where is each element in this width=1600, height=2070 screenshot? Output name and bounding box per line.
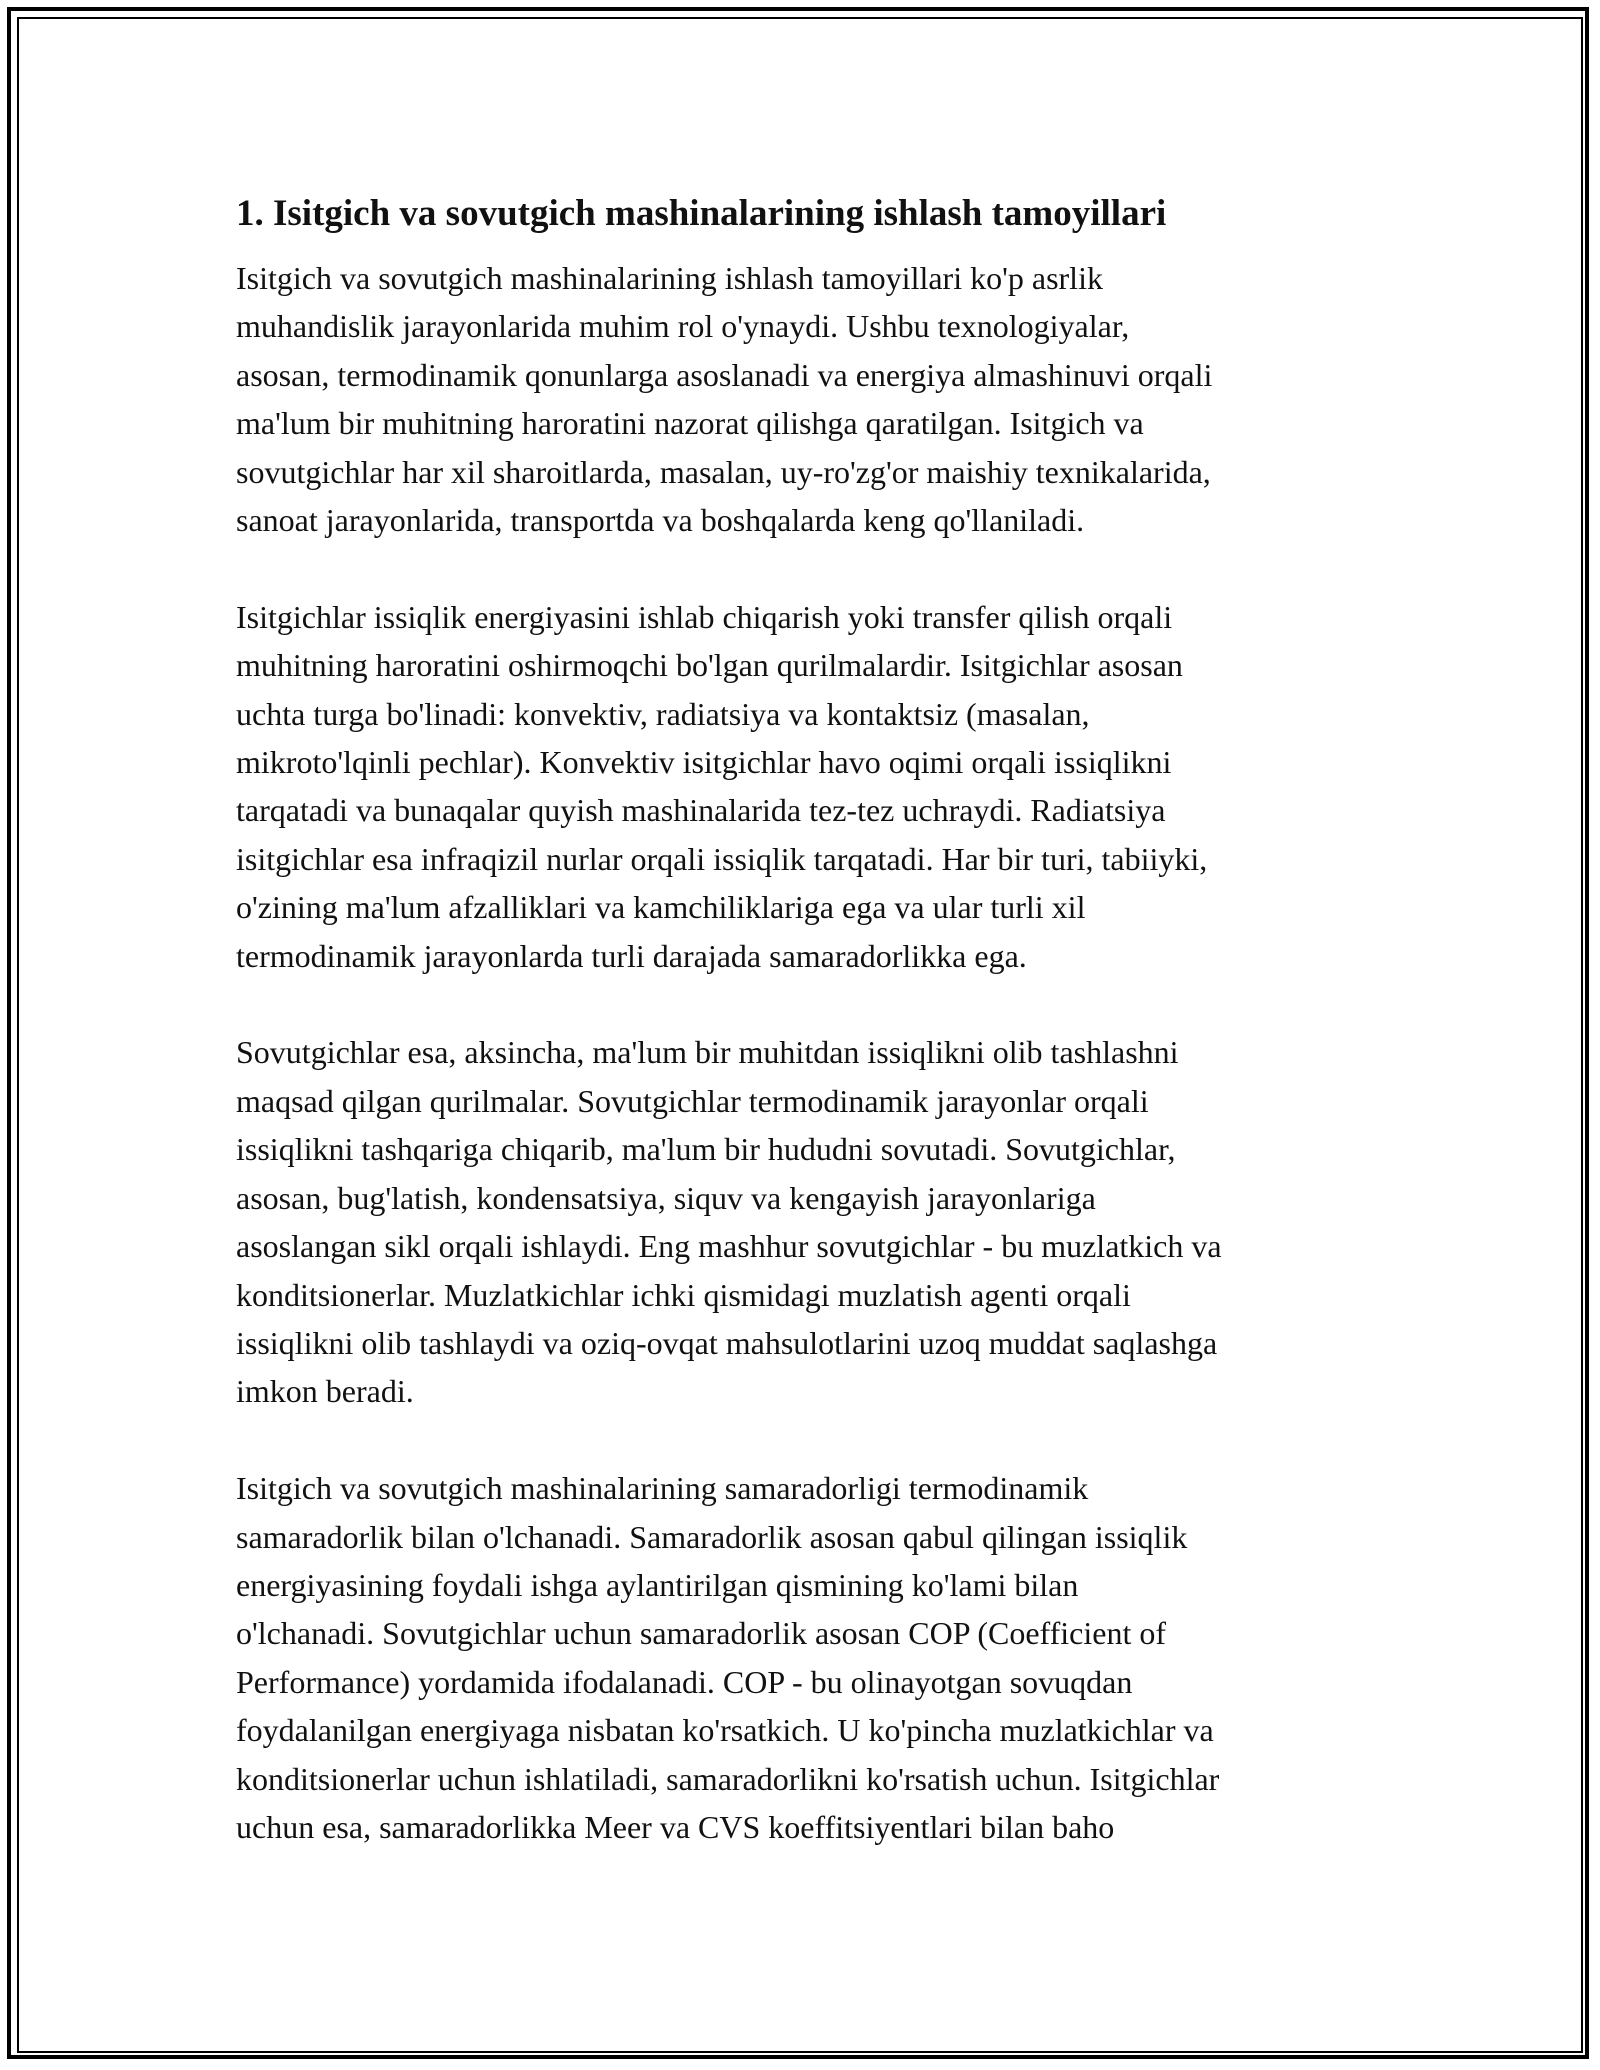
text-line: mikroto'lqinli pechlar). Konvektiv isitgichlar havo oqimi orqali issiqlikni [236,744,1172,781]
text-line: sovutgichlar har xil sharoitlarda, masalan, uy-ro'zg'or maishiy texnikalarida, [236,453,1211,490]
paragraph-coolers [236,1028,1378,1415]
text-line: tarqatadi va bunaqalar quyish mashinalarida tez-tez uchraydi. Radiatsiya [236,792,1166,829]
text-line: ma'lum bir muhitning haroratini nazorat qilishga qaratilgan. Isitgich va [236,405,1144,442]
section-heading: 1. Isitgich va sovutgich mashinalarining ishlash tamoyillari [236,193,1167,234]
text-line: Performance) yordamida ifodalanadi. COP - bu olinayotgan sovuqdan [236,1663,1133,1700]
text-line: konditsionerlar uchun ishlatiladi, samaradorlikni ko'rsatish uchun. Isitgichlar [236,1760,1220,1797]
text-line: muhandislik jarayonlarida muhim rol o'ynaydi. Ushbu texnologiyalar, [236,308,1130,345]
text-line: isitgichlar esa infraqizil nurlar orqali issiqlik tarqatadi. Har bir turi, tabiiyki, [236,840,1208,877]
text-line: termodinamik jarayonlarda turli darajada samaradorlikka ega. [236,937,1027,974]
text-line: imkon beradi. [236,1373,414,1410]
text-line: sanoat jarayonlarida, transportda va boshqalarda keng qo'llaniladi. [236,502,1085,539]
text-line: maqsad qilgan qurilmalar. Sovutgichlar termodinamik jarayonlar orqali [236,1082,1149,1119]
document-body [236,186,1378,1900]
text-line: asosan, termodinamik qonunlarga asoslanadi va energiya almashinuvi orqali [236,356,1213,393]
text-line: Sovutgichlar esa, aksincha, ma'lum bir muhitdan issiqlikni olib tashlashni [236,1034,1179,1071]
text-line: o'zining ma'lum afzalliklari va kamchiliklariga ega va ular turli xil [236,889,1086,926]
text-line: Isitgich va sovutgich mashinalarining ishlash tamoyillari ko'p asrlik [236,260,1103,296]
text-line: uchun esa, samaradorlikka Meer va CVS koeffitsiyentlari bilan baho [236,1808,1115,1845]
text-line: Isitgichlar issiqlik energiyasini ishlab chiqarish yoki transfer qilish orqali [236,598,1173,635]
text-line: issiqlikni olib tashlaydi va oziq-ovqat mahsulotlarini uzoq muddat saqlashga [236,1324,1218,1361]
text-line: konditsionerlar. Muzlatkichlar ichki qismidagi muzlatish agenti orqali [236,1276,1131,1313]
paragraph-efficiency [236,1464,1378,1851]
text-line: issiqlikni tashqariga chiqarib, ma'lum bir hududni sovutadi. Sovutgichlar, [236,1131,1176,1168]
text-line: asosan, bug'latish, kondensatsiya, siquv va kengayish jarayonlariga [236,1179,1096,1216]
text-line: uchta turga bo'linadi: konvektiv, radiatsiya va kontaktsiz (masalan, [236,695,1090,732]
text-line: Isitgich va sovutgich mashinalarining samaradorligi termodinamik [236,1470,1089,1507]
text-line: muhitning haroratini oshirmoqchi bo'lgan qurilmalardir. Isitgichlar asosan [236,647,1183,684]
text-line: asoslangan sikl orqali ishlaydi. Eng mashhur sovutgichlar - bu muzlatkich va [236,1228,1222,1265]
text-line: samaradorlik bilan o'lchanadi. Samaradorlik asosan qabul qilingan issiqlik [236,1518,1188,1555]
text-line: energiyasining foydali ishga aylantirilgan qismining ko'lami bilan [236,1566,1079,1603]
text-line: o'lchanadi. Sovutgichlar uchun samaradorlik asosan COP (Coefficient of [236,1615,1166,1652]
paragraph-intro [236,254,1378,544]
text-line: foydalanilgan energiyaga nisbatan ko'rsatkich. U ko'pincha muzlatkichlar va [236,1712,1214,1749]
paragraph-heaters [236,593,1378,980]
